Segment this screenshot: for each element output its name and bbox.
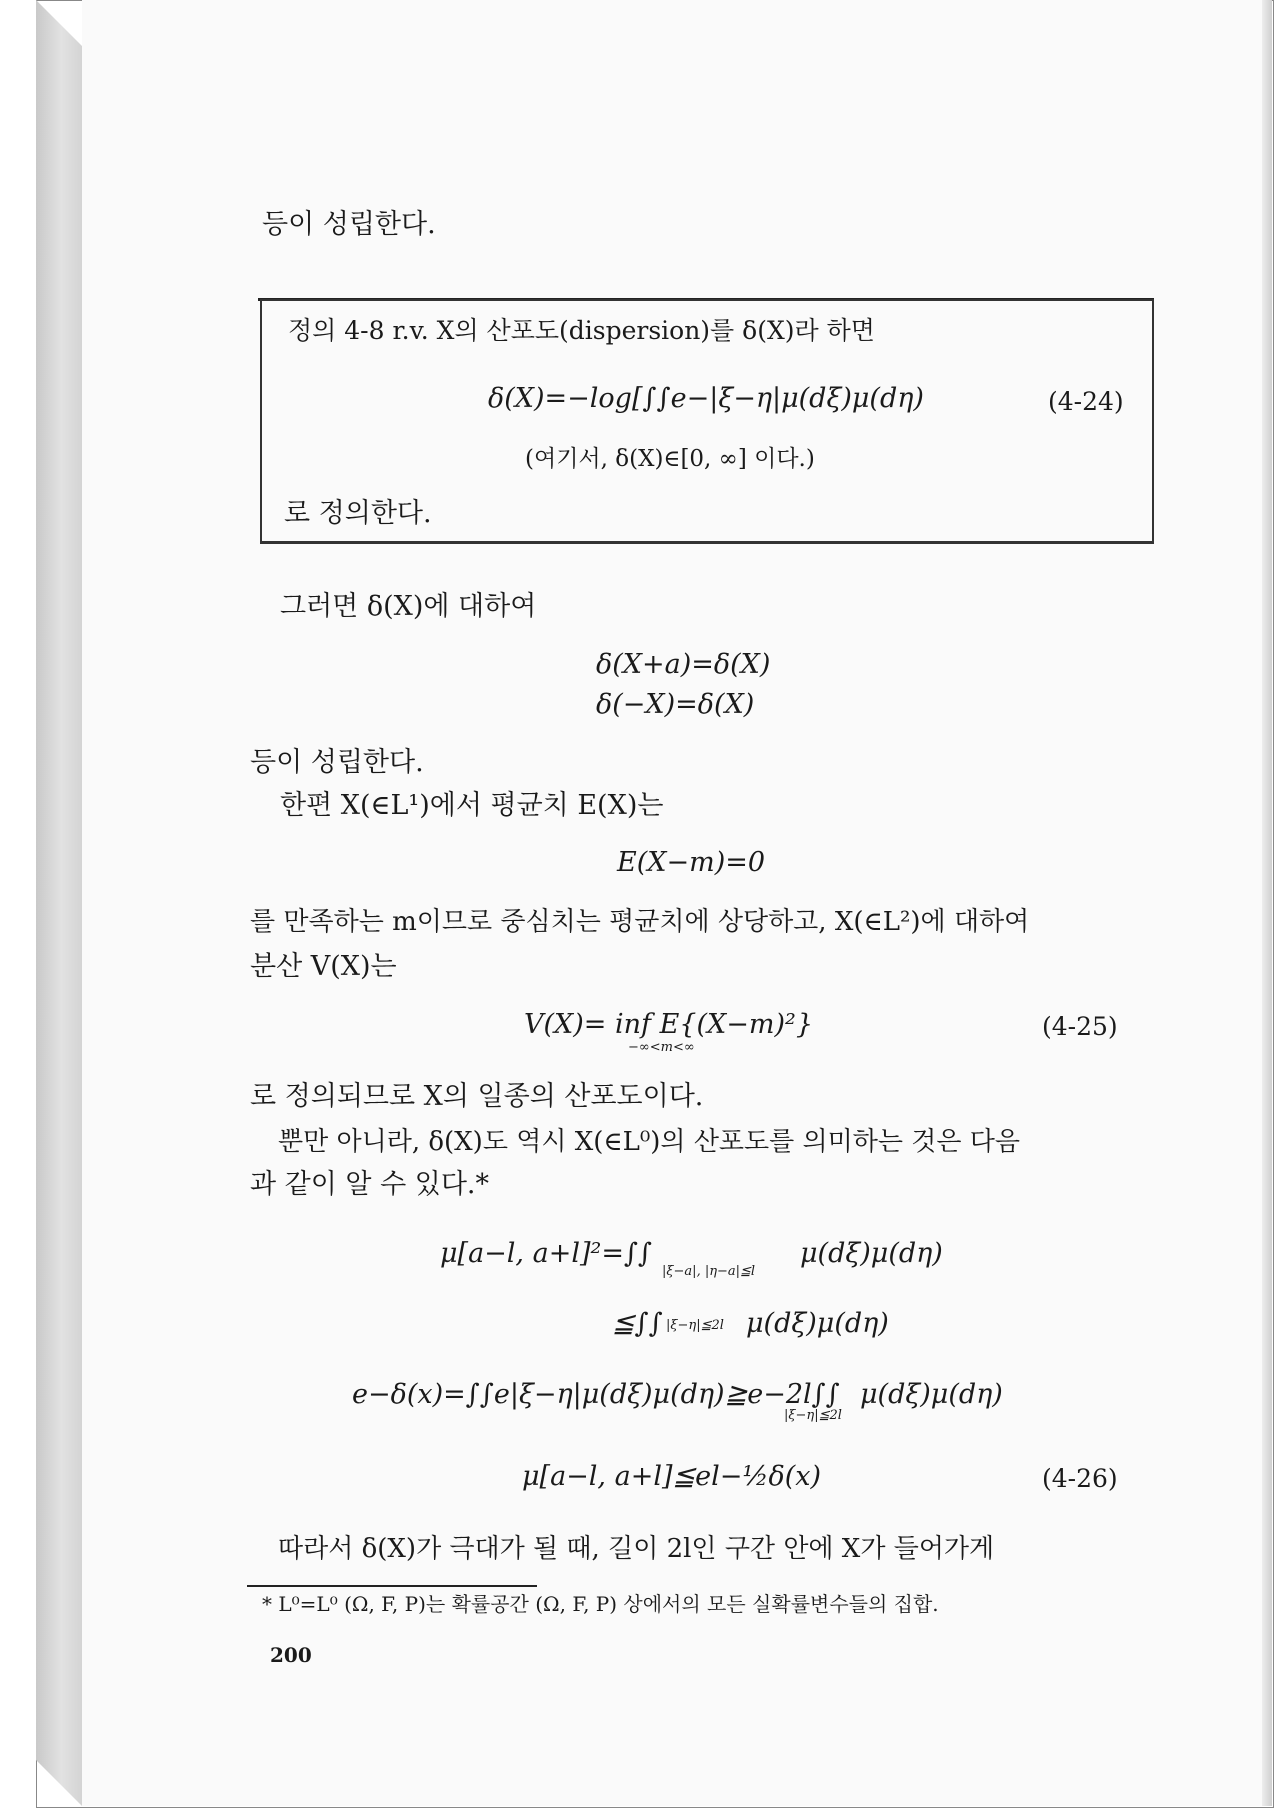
equation: μ(dξ)μ(dη) <box>860 1379 1003 1410</box>
equation-number: (4-24) <box>1048 387 1124 416</box>
equation: μ(dξ)μ(dη) <box>746 1308 889 1339</box>
definition-equation: δ(X)=−log[∫∫e−|ξ−η|μ(dξ)μ(dη) <box>488 383 924 414</box>
equation-number: (4-26) <box>1042 1464 1118 1493</box>
equation: μ(dξ)μ(dη) <box>800 1238 943 1269</box>
page-number: 200 <box>270 1643 312 1667</box>
equation-number: (4-25) <box>1042 1012 1118 1041</box>
text-line: 분산 V(X)는 <box>250 951 397 982</box>
text-line: 등이 성립한다. <box>262 209 436 240</box>
definition-end: 로 정의한다. <box>284 498 432 529</box>
subscript: −∞<m<∞ <box>628 1040 695 1055</box>
text-line: 한편 X(∈L¹)에서 평균치 E(X)는 <box>280 790 664 821</box>
equation: e−δ(x)=∫∫e|ξ−η|μ(dξ)μ(dη)≧e−2l∫∫ <box>352 1379 840 1410</box>
equation: μ[a−l, a+l]²=∫∫ <box>440 1238 653 1269</box>
text-line: 과 같이 알 수 있다.* <box>250 1169 489 1200</box>
book-spine <box>36 0 82 1806</box>
text-line: 따라서 δ(X)가 극대가 될 때, 길이 2l인 구간 안에 X가 들어가게 <box>278 1534 995 1564</box>
variance-equation: V(X)= inf E{(X−m)²} <box>524 1009 813 1040</box>
equation: ≦∫∫ <box>612 1308 663 1339</box>
footnote-rule <box>247 1585 537 1587</box>
page-edge <box>1262 0 1272 1806</box>
equation: E(X−m)=0 <box>617 847 766 878</box>
text-line: 등이 성립한다. <box>250 747 424 778</box>
definition-title: 정의 4-8 r.v. X의 산포도(dispersion)를 δ(X)라 하면 <box>288 316 875 345</box>
equation: δ(−X)=δ(X) <box>596 689 755 720</box>
text-line: 그러면 δ(X)에 대하여 <box>280 591 537 622</box>
subscript: |ξ−η|≦2l <box>666 1318 724 1333</box>
footnote: * L⁰=L⁰ (Ω, F, P)는 확률공간 (Ω, F, P) 상에서의 모든 실확률변수들의 집합. <box>262 1592 939 1616</box>
equation: μ[a−l, a+l]≦el−½δ(x) <box>522 1461 822 1492</box>
equation: δ(X+a)=δ(X) <box>596 649 771 680</box>
subscript: |ξ−η|≦2l <box>784 1408 842 1423</box>
text-line: 뿐만 아니라, δ(X)도 역시 X(∈L⁰)의 산포도를 의미하는 것은 다음 <box>278 1127 1021 1157</box>
definition-note: (여기서, δ(X)∈[0, ∞] 이다.) <box>525 446 815 472</box>
text-line: 로 정의되므로 X의 일종의 산포도이다. <box>250 1081 704 1112</box>
text-line: 를 만족하는 m이므로 중심치는 평균치에 상당하고, X(∈L²)에 대하여 <box>250 907 1030 937</box>
subscript: |ξ−a|, |η−a|≦l <box>662 1264 756 1279</box>
